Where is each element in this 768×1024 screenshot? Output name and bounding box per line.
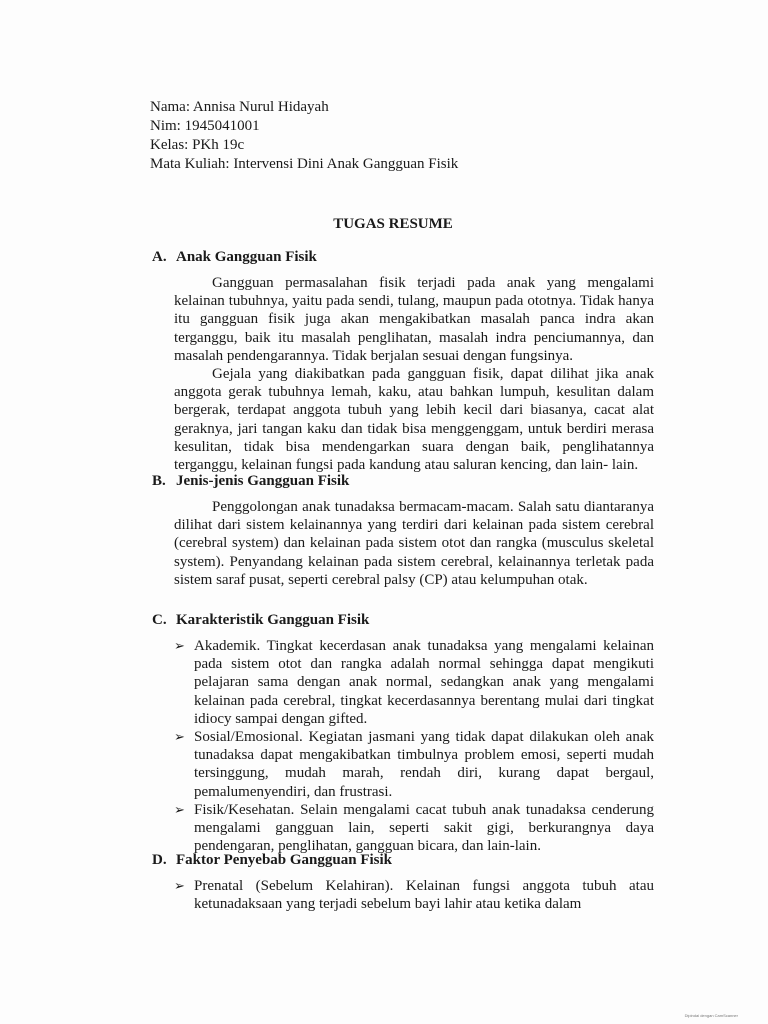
- section-d: [152, 852, 654, 913]
- section-b: [152, 473, 654, 589]
- document-title: TUGAS RESUME: [333, 216, 453, 232]
- section-letter: C.: [152, 612, 167, 628]
- arrow-bullet-icon: ➢: [174, 729, 185, 745]
- scanner-watermark: Dipindai dengan CamScanner: [684, 1013, 738, 1018]
- bullet-text: Prenatal (Sebelum Kelahiran). Kelainan fungsi anggota tubuh atau ketunadaksaan yang terjadi sebelum bayi lahir atau ketika dalam: [194, 878, 654, 913]
- bullet-item: [152, 637, 654, 728]
- section-heading: [152, 473, 654, 490]
- section-letter: A.: [152, 249, 167, 265]
- student-name: Nama: Annisa Nurul Hidayah: [150, 99, 329, 115]
- bullet-text: Fisik/Kesehatan. Selain mengalami cacat tubuh anak tunadaksa cenderung mengalami gangguan lain, seperti sakit gigi, berkurangnya daya pendengaran, penglihatan, gangguan bicara, dan lain-lain.: [194, 801, 654, 855]
- section-title: Faktor Penyebab Gangguan Fisik: [176, 852, 393, 868]
- section-heading: [152, 852, 654, 869]
- section-a: [152, 249, 654, 474]
- section-title: Anak Gangguan Fisik: [176, 249, 317, 265]
- paragraph: Gangguan permasalahan fisik terjadi pada anak yang mengalami kelainan tubuhnya, yaitu pada sendi, tulang, maupun pada ototnya. Tidak hanya itu gangguan fisik juga akan mengakibatkan masalah panca indra akan terganggu, baik itu masalah penglihatan, masalah indra penciumannya, dan masalah pendengarannya. Tidak berjalan sesuai dengan fungsinya.: [174, 275, 654, 364]
- bullet-text: Sosial/Emosional. Kegiatan jasmani yang tidak dapat dilakukan oleh anak tunadaksa dapat mengakibatkan timbulnya problem emosi, seperti mudah tersinggung, mudah marah, rendah diri, kurang dapat bergaul, pemalumenyendiri, dan frustrasi.: [194, 729, 654, 800]
- section-heading: [152, 249, 654, 266]
- section-title: Karakteristik Gangguan Fisik: [176, 612, 370, 628]
- student-nim: Nim: 1945041001: [150, 118, 260, 134]
- bullet-item: [152, 801, 654, 856]
- paragraph: Gejala yang diakibatkan pada gangguan fisik, dapat dilihat jika anak anggota gerak tubuhnya lemah, kaku, atau bahkan lumpuh, kesulitan dalam bergerak, terdapat anggota tubuh yang lebih kecil dari biasanya, cacat alat geraknya, jari tangan kaku dan tidak bisa menggenggam, untuk berdiri merasa kesulitan, tidak bisa mendengarkan suara dengan baik, penglihatannya terganggu, kelainan fungsi pada kandung atau saluran kencing, dan lain- lain.: [174, 366, 654, 474]
- section-body: [152, 498, 654, 589]
- section-letter: B.: [152, 473, 166, 489]
- bullet-list: [152, 877, 654, 913]
- section-body: [152, 274, 654, 474]
- arrow-bullet-icon: ➢: [174, 801, 185, 817]
- student-class: Kelas: PKh 19c: [150, 137, 245, 153]
- arrow-bullet-icon: ➢: [174, 878, 185, 893]
- arrow-bullet-icon: ➢: [174, 638, 185, 653]
- bullet-item: [152, 728, 654, 801]
- section-title: Jenis-jenis Gangguan Fisik: [176, 473, 350, 489]
- bullet-text: Akademik. Tingkat kecerdasan anak tunadaksa yang mengalami kelainan pada sistem otot dan rangka adalah normal sehingga dapat mengikuti pelajaran sama dengan anak normal, sedangkan anak yang mengalami kelainan pada cerebral, tingkat kecerdasannya berentang mulai dari tingkat idiocy sampai dengan gifted.: [194, 638, 654, 727]
- bullet-item: [152, 877, 654, 913]
- section-c: [152, 612, 654, 855]
- section-heading: [152, 612, 654, 629]
- student-info: [150, 98, 458, 174]
- bullet-list: [152, 637, 654, 855]
- section-letter: D.: [152, 852, 167, 868]
- course-name: Mata Kuliah: Intervensi Dini Anak Gangguan Fisik: [150, 156, 459, 172]
- paragraph: Penggolongan anak tunadaksa bermacam-macam. Salah satu diantaranya dilihat dari sistem kelainannya yang terdiri dari kelainan pada sistem cerebral (cerebral system) dan kelainan pada sistem otot dan rangka (musculus skeletal system). Penyandang kelainan pada sistem cerebral, kelainannya terletak pada sistem saraf pusat, seperti cerebral palsy (CP) atau kelumpuhan otak.: [174, 499, 654, 588]
